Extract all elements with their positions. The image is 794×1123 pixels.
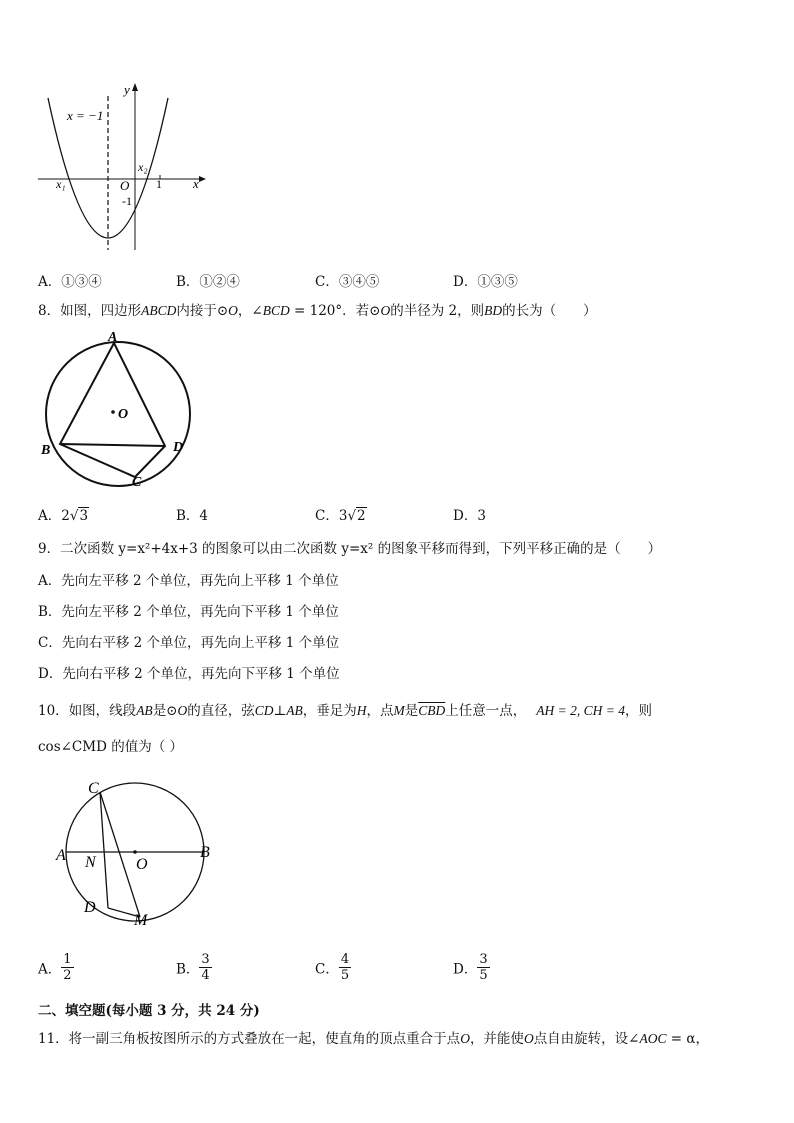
q10-option-a[interactable]: A． $\frac{1}{2}$ — [38, 952, 72, 983]
q8-stem: 8．如图，四边形ABCD内接于⊙O，∠BCD = 120°．若⊙O的半径为 2，则BD的长为（ ） — [38, 303, 597, 319]
tick-neg-one-label: -1 — [122, 194, 132, 208]
point-d-label: D — [84, 899, 96, 916]
tick-one-label: 1 — [156, 177, 162, 191]
point-b-label: B — [200, 844, 210, 861]
q10-stem-line2: cos∠CMD 的值为（ ） — [38, 739, 183, 755]
q7-option-a[interactable]: A．①③④ — [38, 274, 102, 290]
segment-cm — [100, 792, 140, 917]
q10-stem-line1: 10．如图，线段AB是⊙O的直径，弦CD⊥AB，垂足为H，点M是$\overline{CBD}$上任意一点， AH = 2, CH = 4，则 — [38, 703, 652, 719]
root-x2-label: x₂ — [138, 160, 148, 174]
parabola-graph — [34, 78, 214, 256]
q9-stem: 9．二次函数 y=x²+4x+3 的图象可以由二次函数 y=x² 的图象平移而得到，下列平移正确的是（ ） — [38, 541, 662, 557]
point-n-label: N — [85, 854, 96, 871]
q7-option-d[interactable]: D．①③⑤ — [453, 274, 518, 290]
diagonal-bd — [60, 444, 165, 446]
q10-option-c[interactable]: C． $\frac{4}{5}$ — [315, 952, 350, 983]
x-axis-label: x — [193, 176, 199, 191]
chord-cd — [100, 792, 108, 908]
q9-option-b[interactable]: B．先向左平移 2 个单位，再先向下平移 1 个单位 — [38, 604, 339, 620]
vertex-a-label: A — [108, 330, 118, 345]
q8-option-b[interactable]: B．4 — [176, 508, 209, 524]
point-o-label: O — [136, 856, 148, 873]
q7-option-c[interactable]: C．③④⑤ — [315, 274, 380, 290]
q10-option-b[interactable]: B． $\frac{3}{4}$ — [176, 952, 210, 983]
q8-option-a[interactable]: A．2√3 — [38, 508, 89, 524]
center-dot — [111, 410, 115, 414]
root-x1-label: x₁ — [56, 177, 66, 191]
center-o-label: O — [118, 407, 129, 422]
point-a-label: A — [56, 847, 66, 864]
q11-stem: 11．将一副三角板按图所示的方式叠放在一起，使直角的顶点重合于点O，并能使O点自由旋转，设∠AOC = α， — [38, 1031, 710, 1047]
point-c-label: C — [88, 780, 99, 797]
arc-cbd: $\overline{CBD}$ — [418, 703, 446, 718]
vertex-d-label: D — [173, 440, 184, 455]
q10-circle-figure — [52, 776, 222, 931]
vertex-b-label: B — [41, 443, 51, 458]
q8-option-c[interactable]: C．3√2 — [315, 508, 366, 524]
q9-option-d[interactable]: D．先向右平移 2 个单位，再先向下平移 1 个单位 — [38, 666, 340, 682]
origin-label: O — [120, 178, 130, 193]
q10-option-d[interactable]: D． $\frac{3}{5}$ — [453, 952, 488, 983]
q8-circle-figure — [34, 326, 204, 494]
x-axis-arrow-icon — [199, 176, 206, 182]
q7-option-b[interactable]: B．①②④ — [176, 274, 240, 290]
y-axis-arrow-icon — [132, 83, 138, 91]
q8-option-d[interactable]: D．3 — [453, 508, 486, 524]
q9-option-c[interactable]: C．先向右平移 2 个单位，再先向上平移 1 个单位 — [38, 635, 340, 651]
dash-line-label: x = −1 — [67, 108, 104, 123]
point-m-label: M — [134, 912, 148, 929]
y-axis-label: y — [124, 82, 130, 97]
vertex-c-label: C — [132, 475, 142, 490]
q9-option-a[interactable]: A．先向左平移 2 个单位，再先向上平移 1 个单位 — [38, 573, 339, 589]
quadrilateral-abcd — [60, 343, 165, 477]
section-title: 二、填空题(每小题 3 分，共 24 分) — [38, 1003, 260, 1019]
center-dot — [133, 850, 137, 854]
